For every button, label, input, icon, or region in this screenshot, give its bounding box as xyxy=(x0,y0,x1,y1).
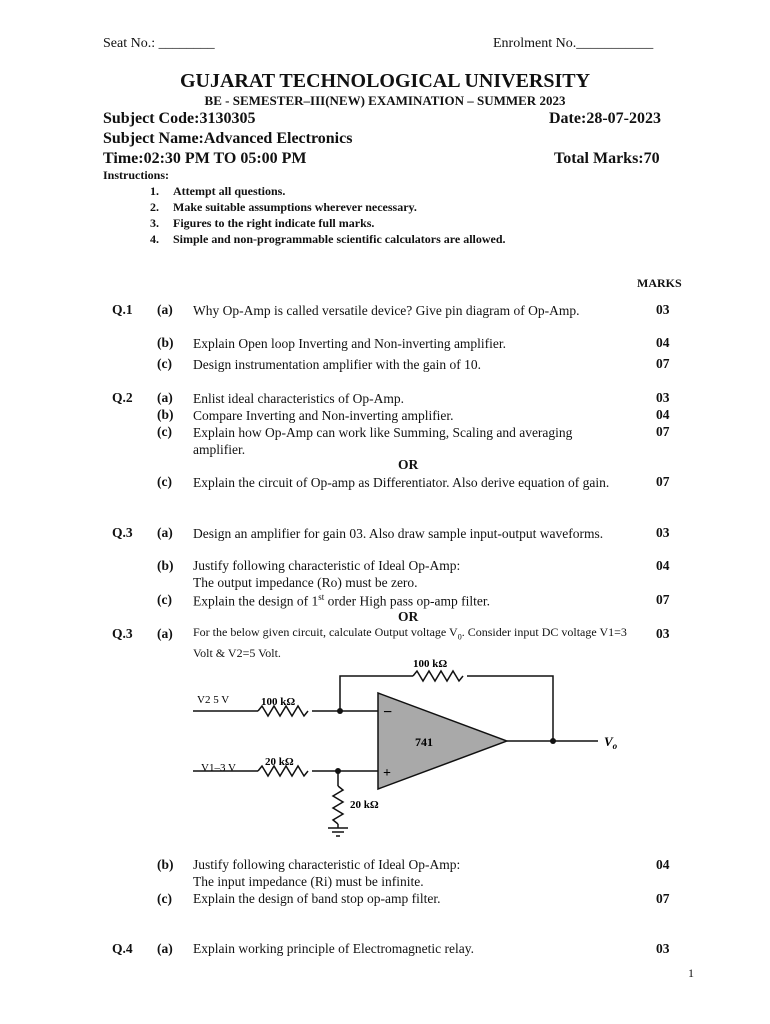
question-text-part: . Consider input DC voltage V1=3 Volt & V2=5 Volt. xyxy=(193,625,627,661)
noninverting-sign: + xyxy=(383,766,391,781)
sub-question-label: (a) xyxy=(157,941,173,956)
instruction-num: 2. xyxy=(150,200,159,214)
instructions-heading: Instructions: xyxy=(103,168,170,182)
university-title: GUJARAT TECHNOLOGICAL UNIVERSITY xyxy=(179,70,591,92)
question-marks: 07 xyxy=(656,891,670,906)
vout-sub: o xyxy=(612,741,618,751)
total-marks: Total Marks:70 xyxy=(554,150,660,167)
page-number: 1 xyxy=(688,966,694,980)
question-marks: 04 xyxy=(656,857,670,872)
opamp-label: 741 xyxy=(415,735,433,749)
enrolment-number: Enrolment No.___________ xyxy=(493,36,654,51)
r-ground-label: 20 kΩ xyxy=(350,799,379,811)
ground-icon xyxy=(328,828,348,836)
sub-question-label: (a) xyxy=(157,525,173,540)
exam-time: Time:02:30 PM TO 05:00 PM xyxy=(103,150,307,167)
subject-code: Subject Code:3130305 xyxy=(103,110,256,127)
instruction-num: 4. xyxy=(150,232,159,246)
question-text-part: Explain the design of 1 xyxy=(193,593,319,609)
or-separator: OR xyxy=(398,609,419,624)
question-number: Q.4 xyxy=(112,941,133,956)
question-marks: 07 xyxy=(656,474,670,489)
question-marks: 07 xyxy=(656,424,670,439)
r-v2-label: 100 kΩ xyxy=(261,696,296,708)
question-text: Design an amplifier for gain 03. Also draw sample input-output waveforms. xyxy=(193,526,604,541)
question-marks: 07 xyxy=(656,592,670,607)
junction-dot xyxy=(337,708,343,714)
r-v1-label: 20 kΩ xyxy=(265,756,294,768)
exam-date: Date:28-07-2023 xyxy=(549,110,661,127)
opamp-triangle xyxy=(378,693,507,789)
sub-question-label: (b) xyxy=(157,857,174,872)
question-marks: 03 xyxy=(656,302,670,317)
output-voltage-label xyxy=(604,734,618,751)
feedback-resistor-label: 100 kΩ xyxy=(413,658,448,670)
instruction-item: Simple and non-programmable scientific calculators are allowed. xyxy=(173,232,506,246)
question-marks: 03 xyxy=(656,525,670,540)
seat-number: Seat No.: ________ xyxy=(103,36,215,51)
question-text-part: For the below given circuit, calculate Output voltage V xyxy=(193,625,458,639)
sub-question-label: (a) xyxy=(157,302,173,317)
sub-question-label: (c) xyxy=(157,356,172,371)
sub-question-label: (c) xyxy=(157,474,172,489)
sub-question-label: (a) xyxy=(157,626,173,641)
instruction-num: 3. xyxy=(150,216,159,230)
sub-question-label: (b) xyxy=(157,558,174,573)
superscript: st xyxy=(318,592,325,602)
question-number: Q.3 xyxy=(112,626,133,641)
question-text-line2: The output impedance (Ro) must be zero. xyxy=(193,575,418,590)
sub-question-label: (b) xyxy=(157,335,174,350)
feedback-resistor xyxy=(413,671,463,681)
sub-question-label: (c) xyxy=(157,891,172,906)
exam-title: BE - SEMESTER–III(NEW) EXAMINATION – SUMMER 2023 xyxy=(204,93,566,108)
question-text: Explain the circuit of Op-amp as Differentiator. Also derive equation of gain. xyxy=(193,475,610,490)
question-text: Justify following characteristic of Ideal Op-Amp: xyxy=(193,558,461,573)
marks-heading: MARKS xyxy=(637,276,682,290)
sub-question-label: (a) xyxy=(157,390,173,405)
sub-question-label: (b) xyxy=(157,407,174,422)
instruction-item: Attempt all questions. xyxy=(173,184,286,198)
question-marks: 03 xyxy=(656,626,670,641)
vout-main: V xyxy=(604,734,613,749)
instruction-num: 1. xyxy=(150,184,159,198)
question-marks: 03 xyxy=(656,390,670,405)
question-text-line2: The input impedance (Ri) must be infinite. xyxy=(193,874,424,889)
instruction-item: Make suitable assumptions wherever necessary. xyxy=(173,200,417,214)
question-marks: 04 xyxy=(656,407,670,422)
question-marks: 03 xyxy=(656,941,670,956)
junction-dot xyxy=(550,738,556,744)
question-marks: 04 xyxy=(656,335,670,350)
subscript: 0 xyxy=(457,632,462,642)
r-ground-resistor xyxy=(333,786,343,824)
question-number: Q.3 xyxy=(112,525,133,540)
question-text-part: order High pass op-amp filter. xyxy=(324,593,490,609)
question-text: Enlist ideal characteristics of Op-Amp. xyxy=(193,391,405,406)
question-text: Explain how Op-Amp can work like Summing, Scaling and averaging amplifier. xyxy=(193,425,573,457)
sub-question-label: (c) xyxy=(157,592,172,607)
question-marks: 07 xyxy=(656,356,670,371)
junction-dot xyxy=(335,768,341,774)
subject-name: Subject Name:Advanced Electronics xyxy=(103,130,353,147)
v1-label: V1–3 V xyxy=(201,762,236,774)
instruction-item: Figures to the right indicate full marks. xyxy=(173,216,375,230)
or-separator: OR xyxy=(398,457,419,472)
question-number: Q.2 xyxy=(112,390,133,405)
inverting-sign: − xyxy=(383,704,393,721)
question-text: Design instrumentation amplifier with the gain of 10. xyxy=(193,357,481,372)
question-text: Justify following characteristic of Ideal Op-Amp: xyxy=(193,857,461,872)
question-number: Q.1 xyxy=(112,302,133,317)
question-text: Explain working principle of Electromagnetic relay. xyxy=(193,941,475,956)
question-text: Explain Open loop Inverting and Non-inverting amplifier. xyxy=(193,336,507,351)
v2-label: V2 5 V xyxy=(197,694,230,706)
question-text: Compare Inverting and Non-inverting amplifier. xyxy=(193,408,454,423)
question-text: Why Op-Amp is called versatile device? Give pin diagram of Op-Amp. xyxy=(193,303,580,318)
question-marks: 04 xyxy=(656,558,670,573)
question-text: Explain the design of band stop op-amp filter. xyxy=(193,891,441,906)
sub-question-label: (c) xyxy=(157,424,172,439)
